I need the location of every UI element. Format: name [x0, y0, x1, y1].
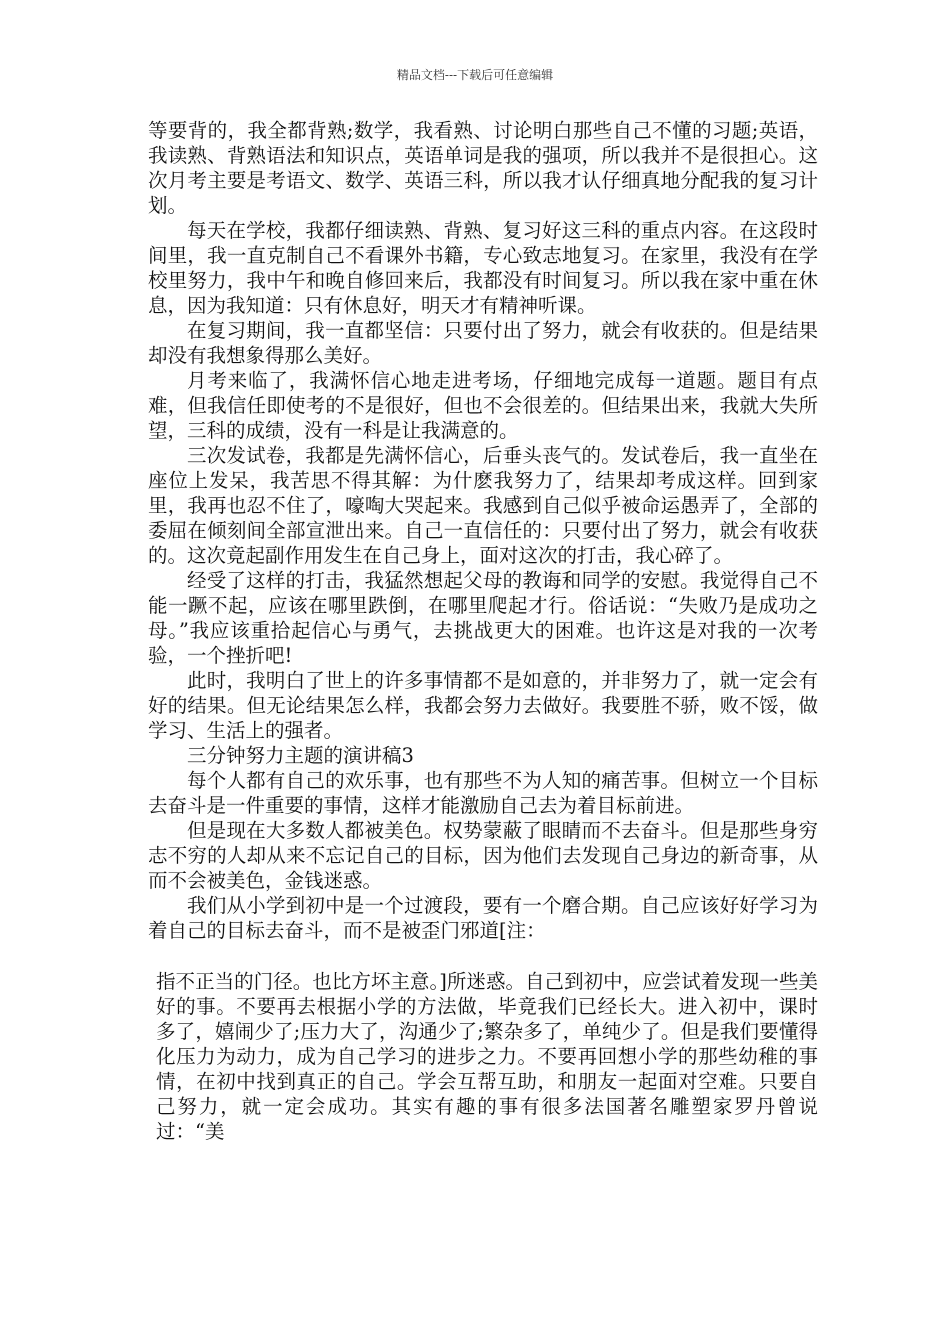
paragraph-3: 在复习期间，我一直都坚信：只要付出了努力，就会有收获的。但是结果却没有我想象得那么美好。	[148, 319, 818, 367]
paragraph-2: 每天在学校，我都仔细读熟、背熟、复习好这三科的重点内容。在这段时间里，我一直克制自己不看课外书籍，专心致志地复习。在家里，我没有在学校里努力，我中午和晚自修回来后，我都没有时间复习。所以我在家中重在休息，因为我知道：只有休息好，明天才有精神听课。	[148, 219, 818, 317]
paragraph-gap	[148, 943, 818, 969]
paragraph-4: 月考来临了，我满怀信心地走进考场，仔细地完成每一道题。题目有点难，但我信任即使考的不是很好，但也不会很差的。但结果出来，我就大失所望，三科的成绩，没有一科是让我满意的。	[148, 369, 818, 442]
section-heading: 三分钟努力主题的演讲稿3	[187, 744, 414, 767]
paragraph-10: 我们从小学到初中是一个过渡段，要有一个磨合期。自己应该好好学习为着自己的目标去奋斗，而不是被歪门邪道[注：	[148, 894, 818, 942]
paragraph-7: 此时，我明白了世上的许多事情都不是如意的，并非努力了，就一定会有好的结果。但无论结果怎么样，我都会努力去做好。我要胜不骄，败不馁，做学习、生活上的强者。	[148, 669, 818, 742]
paragraph-11: 指不正当的门径。也比方坏主意。]所迷惑。自己到初中，应尝试着发现一些美好的事。不要再去根据小学的方法做，毕竟我们已经长大。进入初中，课时多了，嬉闹少了;压力大了，沟通少了;繁杂多了，单纯少了。但是我们要懂得化压力为动力，成为自己学习的进步之力。不要再回想小学的那些幼稚的事情，在初中找到真正的自己。学会互帮互助，和朋友一起面对空难。只要自己努力，就一定会成功。其实有趣的事有很多法国著名雕塑家罗丹曾说过：“美	[156, 970, 818, 1143]
paragraph-6: 经受了这样的打击，我猛然想起父母的教诲和同学的安慰。我觉得自己不能一蹶不起，应该在哪里跌倒，在哪里爬起才行。俗话说：“失败乃是成功之母。”我应该重拾起信心与勇气，去挑战更大的困难。也许这是对我的一次考验，一个挫折吧!	[148, 569, 818, 667]
paragraph-1: 等要背的，我全都背熟;数学，我看熟、讨论明白那些自己不懂的习题;英语，我读熟、背熟语法和知识点，英语单词是我的强项，所以我并不是很担心。这次月考主要是考语文、数学、英语三科，所以我才认仔细真地分配我的复习计划。	[148, 119, 818, 217]
paragraph-5: 三次发试卷，我都是先满怀信心，后垂头丧气的。发试卷后，我一直坐在座位上发呆，我苦思不得其解：为什麽我努力了，结果却考成这样。回到家里，我再也忍不住了，嚎啕大哭起来。我感到自己似乎被命运愚弄了，全部的委屈在倾刻间全部宣泄出来。自己一直信任的：只要付出了努力，就会有收获的。这次竟起副作用发生在自己身上，面对这次的打击，我心碎了。	[148, 444, 818, 567]
page-header: 精品文档---下载后可任意编辑	[396, 68, 554, 82]
paragraph-9: 但是现在大多数人都被美色。权势蒙蔽了眼睛而不去奋斗。但是那些身穷志不穷的人却从来不忘记自己的目标，因为他们去发现自己身边的新奇事，从而不会被美色，金钱迷惑。	[148, 819, 818, 892]
document-body	[148, 118, 818, 1144]
paragraph-8: 每个人都有自己的欢乐事，也有那些不为人知的痛苦事。但树立一个目标去奋斗是一件重要的事情，这样才能激励自己去为着目标前进。	[148, 769, 818, 817]
